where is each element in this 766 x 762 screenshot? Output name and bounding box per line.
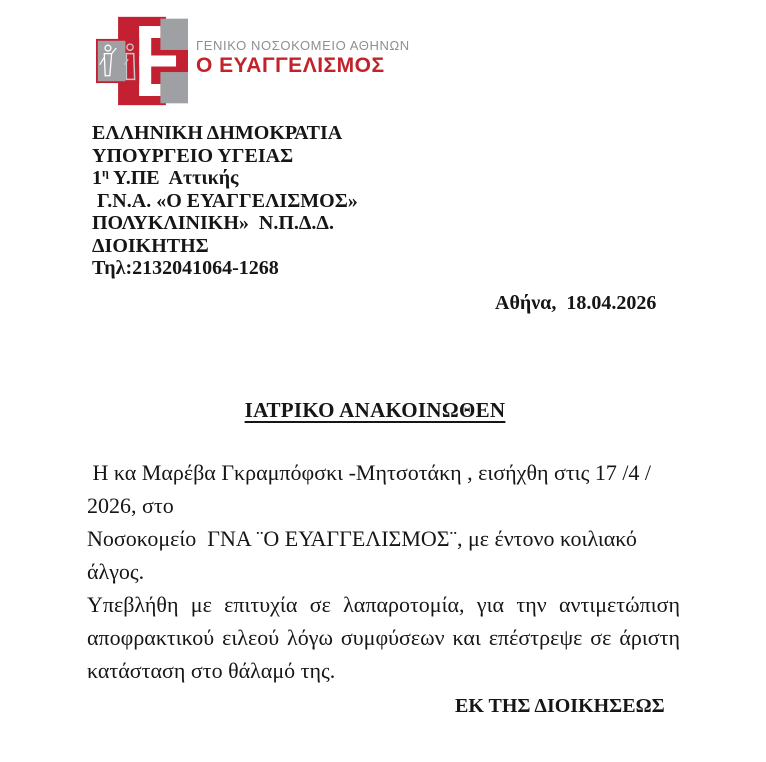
letterhead-region-line: $1^\eta$ Υ.ΠΕ Αττικής xyxy=(92,165,239,189)
body-line: αποφρακτικού ειλεού λόγω συμφύσεων και επέστρεψε σε άριστη xyxy=(87,625,680,650)
title-wrap xyxy=(75,398,675,423)
announcement-body xyxy=(87,456,680,687)
signature-line: ΕΚ ΤΗΣ ΔΙΟΙΚΗΣΕΩΣ xyxy=(455,695,665,717)
letterhead-governor-line: ΔΙΟΙΚΗΤΗΣ xyxy=(92,234,209,257)
body-line: Νοσοκομείο ΓΝΑ ¨Ο ΕΥΑΓΓΕΛΙΣΜΟΣ¨, με έντονο κοιλιακό άλγος. xyxy=(87,526,643,584)
hospital-logo xyxy=(96,16,410,106)
letterhead-republic-line: ΕΛΛΗΝΙΚΗ ΔΗΜΟΚΡΑΤΙΑ xyxy=(92,122,343,144)
letterhead-ministry-line: ΥΠΟΥΡΓΕΙΟ ΥΓΕΙΑΣ xyxy=(92,144,294,167)
body-line: κατάσταση στο θάλαμό της. xyxy=(87,658,336,683)
body-line: Υπεβλήθη με επιτυχία σε λαπαροτομία, για την αντιμετώπιση xyxy=(87,592,680,617)
hospital-logo-text xyxy=(196,38,410,78)
hospital-cross-icon xyxy=(96,16,188,106)
hospital-org-line: ΓΕΝΙΚΟ ΝΟΣΟΚΟΜΕΙΟ ΑΘΗΝΩΝ xyxy=(196,38,410,53)
letterhead-phone-line: Τηλ:2132041064-1268 xyxy=(92,257,279,279)
superscript-eta: η xyxy=(102,165,109,180)
letterhead-hospital-line: Γ.Ν.Α. «Ο ΕΥΑΓΓΕΛΙΣΜΟΣ» xyxy=(92,189,358,212)
document-title: ΙΑΤΡΙΚΟ ΑΝΑΚΟΙΝΩΘΕΝ xyxy=(244,398,506,422)
letterhead-block xyxy=(92,122,358,280)
date-line: Αθήνα, 18.04.2026 xyxy=(495,292,657,314)
hospital-name-line: Ο ΕΥΑΓΓΕΛΙΣΜΟΣ xyxy=(196,54,385,77)
body-line: Η κα Μαρέβα Γκραμπόφσκι -Μητσοτάκη , εισήχθη στις 17 /4 / 2026, στο xyxy=(87,460,657,518)
letterhead-polyclinic-line: ΠΟΛΥΚΛΙΝΙΚΗ» Ν.Π.Δ.Δ. xyxy=(92,212,334,234)
